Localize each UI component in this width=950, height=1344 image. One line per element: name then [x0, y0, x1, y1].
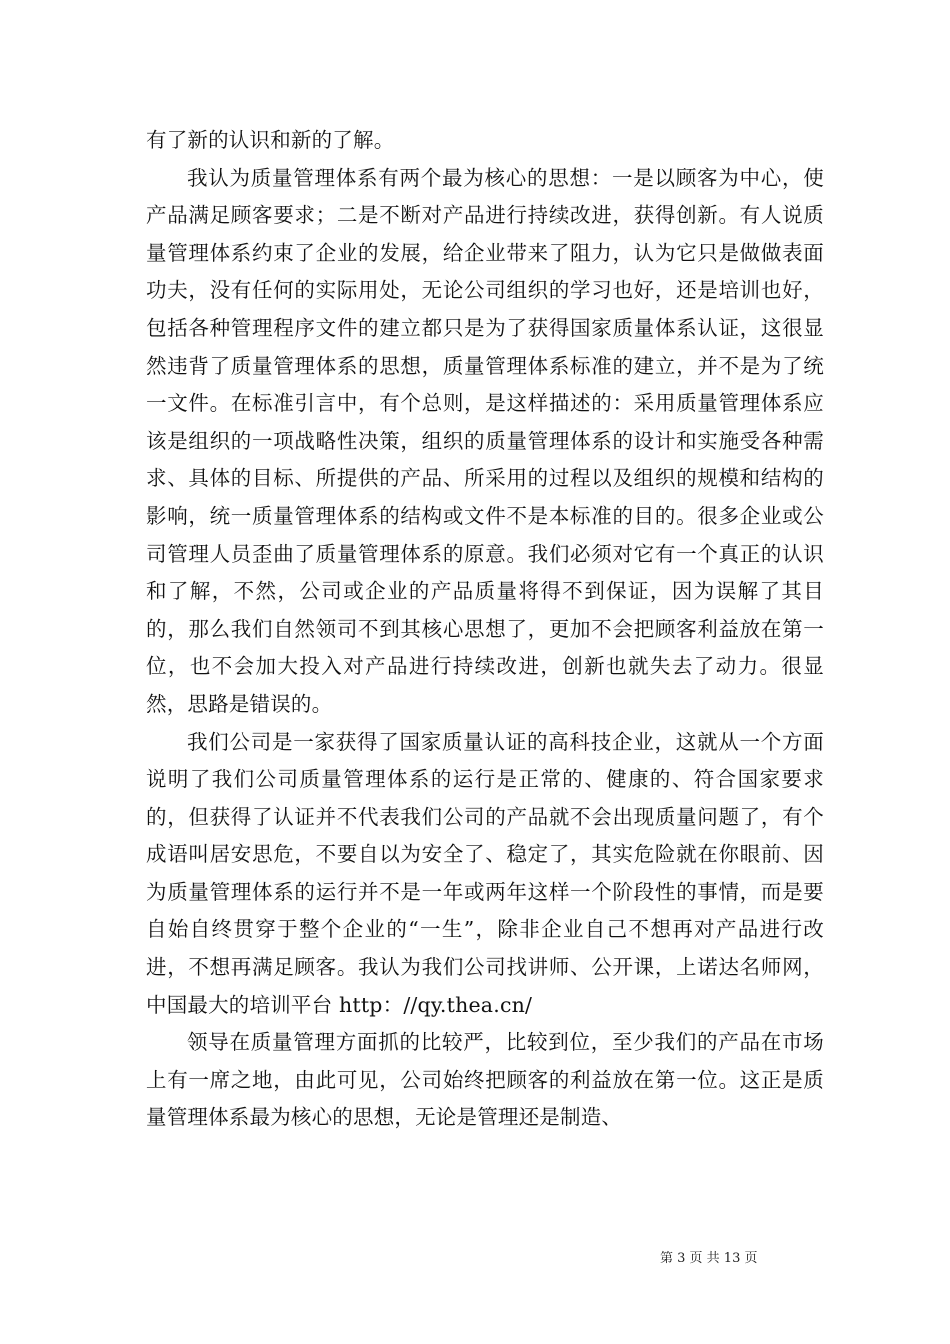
paragraph-continuation: 有了新的认识和新的了解。 [146, 128, 395, 152]
page-number-footer: 第 3 页 共 13 页 [660, 1251, 758, 1266]
paragraph-company-certification: 我们公司是一家获得了国家质量认证的高科技企业，这就从一个方面说明了我们公司质量管理体系的运行是正常的、健康的、符合国家要求的，但获得了认证并不代表我们公司的产品就不会出现质量问题了，有个成语叫居安思危，不要自以为安全了、稳定了，其实危险就在你眼前、因为质量管理体系的运行并不是一年或两年这样一个阶段性的事情，而是要自始自终贯穿于整个企业的“一生”，除非企业自己不想再对产品进行改进，不想再满足顾客。我认为我们公司找讲师、公开课，上诺达名师网，中国最大的培训平台 http：//qy.thea.cn/ [146, 729, 824, 1017]
document-body [146, 122, 824, 1137]
paragraph-core-ideas: 我认为质量管理体系有两个最为核心的思想：一是以顾客为中心，使产品满足顾客要求；二是不断对产品进行持续改进，获得创新。有人说质量管理体系约束了企业的发展，给企业带来了阻力，认为它只是做做表面功夫，没有任何的实际用处，无论公司组织的学习也好，还是培训也好，包括各种管理程序文件的建立都只是为了获得国家质量体系认证，这很显然违背了质量管理体系的思想，质量管理体系标准的建立，并不是为了统一文件。在标准引言中，有个总则，是这样描述的：采用质量管理体系应该是组织的一项战略性决策，组织的质量管理体系的设计和实施受各种需求、具体的目标、所提供的产品、所采用的过程以及组织的规模和结构的影响，统一质量管理体系的结构或文件不是本标准的目的。很多企业或公司管理人员歪曲了质量管理体系的原意。我们必须对它有一个真正的认识和了解，不然，公司或企业的产品质量将得不到保证，因为误解了其目的，那么我们自然领司不到其核心思想了，更加不会把顾客利益放在第一位，也不会加大投入对产品进行持续改进，创新也就失去了动力。很显然，思路是错误的。 [146, 165, 824, 716]
paragraph-leadership: 领导在质量管理方面抓的比较严，比较到位，至少我们的产品在市场上有一席之地，由此可见，公司始终把顾客的利益放在第一位。这正是质量管理体系最为核心的思想，无论是管理还是制造、 [146, 1030, 824, 1130]
